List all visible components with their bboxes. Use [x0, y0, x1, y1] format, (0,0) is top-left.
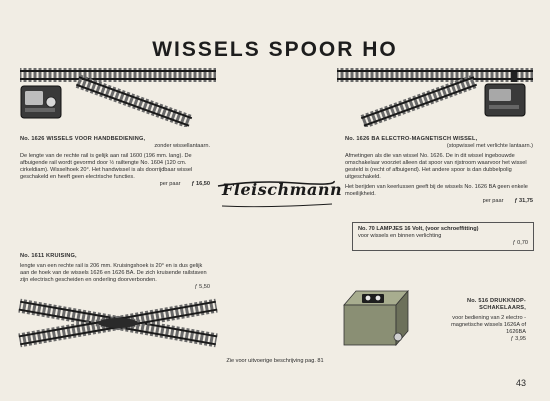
hand-turnout-price-label: per paar	[159, 181, 181, 187]
hand-turnout-heading: No. 1626 WISSELS VOOR HANDBEDIENING,	[20, 136, 146, 142]
electro-turnout-body: Afmetingen als die van wissel No. 1626. De in dit wissel ingebouwde omschakelaar voorziet alleen dat spoor van rijstroom waarvoor het wissel gesteld is (recht of afbuigend). Het andere spoor is dan dubbelpolig uitgeschakeld.	[345, 153, 527, 180]
push-button-heading: No. 516 DRUKKNOP-SCHAKELAARS,	[466, 298, 526, 311]
push-button-body: voor bediening van 2 electro - magnetische wissels 1626A of 1626BA	[451, 315, 526, 335]
push-button-switch-image	[336, 285, 418, 351]
page-number: 43	[515, 378, 526, 388]
electro-turnout-body2: Het berijden van keerlussen geeft bij de wissels No. 1626 BA geen enkele moeilijkheid.	[345, 184, 528, 197]
footer-note: Zie voor uitvoerige beschrijving pag. 81	[226, 358, 324, 364]
push-button-description	[430, 298, 526, 343]
crossing-body: lengte van een rechte rail is 206 mm. Kruisingshoek is 20° en is dus gelijk aan de hoek van de wissels 1626 en 1626 BA. De zich kruisende railstaven zijn electrisch gescheiden en onderling doorverbonden.	[20, 263, 207, 283]
page-title: WISSELS SPOOR HO	[152, 38, 398, 61]
hand-turnout-image	[18, 62, 218, 127]
lamps-box	[352, 222, 534, 251]
hand-turnout-description	[20, 136, 210, 188]
electro-turnout-heading: No. 1626 BA ELECTRO-MAGNETISCH WISSEL,	[345, 136, 478, 142]
lamps-heading: No. 70 LAMPJES 16 Volt, (voor schroeffitting)	[358, 226, 479, 232]
lamps-price: ƒ 0,70	[512, 240, 528, 246]
crossing-price: ƒ 5,50	[194, 284, 210, 290]
crossing-image	[16, 298, 221, 348]
hand-turnout-body: De lengte van de rechte rail is gelijk aan rail 1600 (196 mm. lang). De afbuigende rail wordt gevormd door ½ railtengte No. 1604 (120 cm. cirkeldiam). Wisselhoek 20°. Het handwissel is als doorrijdbaar wissel geschakeld en heeft geen electrische functies.	[20, 153, 193, 180]
electro-turnout-price-label: per paar	[482, 198, 504, 204]
push-button-price: ƒ 3,95	[510, 336, 526, 342]
hand-turnout-subheading: zonder wissellantaarn.	[154, 143, 210, 149]
electro-turnout-price-row	[345, 198, 533, 205]
fleischmann-logo: Fleischmann	[222, 180, 343, 199]
lamps-body: voor wissels en binnen verlichting	[358, 233, 442, 239]
electro-turnout-subheading: (stopwissel met verlichte lantaarn.)	[446, 143, 533, 149]
electro-turnout-description	[345, 136, 533, 205]
crossing-description	[20, 253, 210, 291]
electro-turnout-price: ƒ 31,75	[514, 198, 533, 204]
crossing-heading: No. 1611 KRUISING,	[20, 253, 77, 259]
hand-turnout-price-row	[20, 181, 210, 188]
electro-turnout-image	[335, 62, 535, 127]
hand-turnout-price: ƒ 16,50	[191, 181, 210, 187]
